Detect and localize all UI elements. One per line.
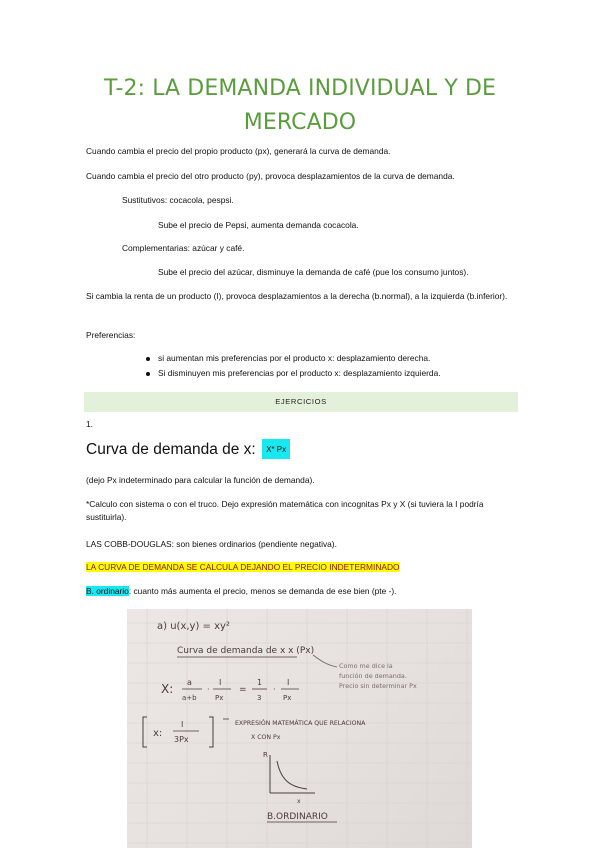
- cyan-highlight: X* Px: [262, 439, 290, 459]
- bullet-item-decrease: Si disminuyen mis preferencias por el producto x: desplazamiento izquierda.: [158, 368, 441, 378]
- hw-frac2-bot: Px: [215, 694, 224, 702]
- bullet-dot: [146, 357, 150, 361]
- hw-axis-y: R: [263, 751, 268, 759]
- exercises-header: EJERCICIOS: [84, 392, 518, 412]
- hw-demand-curve: [277, 761, 307, 789]
- paragraph-other-price: Cuando cambia el precio del otro producto (py), provoca desplazamientos de la curva de demanda.: [86, 171, 455, 181]
- hw-utility: a) u(x,y) = xy²: [157, 621, 230, 632]
- hw-frac4-bot: Px: [283, 694, 292, 702]
- hw-dot: ·: [207, 685, 210, 694]
- paragraph-substitutes-example: Sube el precio de Pepsi, aumenta demanda cocacola.: [158, 220, 359, 230]
- hw-frac4-top: I: [287, 678, 290, 687]
- paragraph-complements: Complementarias: azúcar y café.: [122, 243, 245, 253]
- hw-caption: B.ORDINARIO: [267, 812, 328, 822]
- hw-eq-x: X:: [161, 682, 174, 696]
- hw-bracket-left: [143, 717, 147, 747]
- hw-box-top: I: [181, 720, 184, 729]
- hw-note-2: función de demanda.: [339, 672, 407, 680]
- page-title: [60, 72, 540, 140]
- hw-dot: ·: [273, 685, 276, 694]
- term-definition: : cuanto más aumenta el precio, menos se demanda de ese bien (pte -).: [128, 586, 397, 596]
- hw-frac3-bot: 3: [257, 694, 262, 702]
- paragraph-substitutes: Sustitutivos: cocacola, pespsi.: [122, 195, 234, 205]
- hw-box-note-1: EXPRESIÓN MATEMÁTICA QUE RELACIONA: [235, 720, 366, 727]
- hw-axis-x: x: [297, 798, 301, 805]
- paragraph-own-price: Cuando cambia el precio del propio producto (px), generará la curva de demanda.: [86, 146, 391, 156]
- paragraph-preferences: Preferencias:: [86, 330, 136, 340]
- yellow-highlight: LA CURVA DE DEMANDA SE CALCULA DEJANDO EL PRECIO INDETERMINADO: [86, 562, 400, 572]
- bullet-item-increase: si aumentan mis preferencias por el producto x: desplazamiento derecha.: [158, 353, 431, 363]
- note-indeterminate: (dejo Px indeterminado para calcular la función de demanda).: [86, 475, 315, 485]
- note-ordinary-good: [86, 585, 397, 598]
- hw-box-x: x:: [153, 728, 163, 739]
- term-highlight: B. ordinario: [86, 586, 129, 596]
- hw-note-3: Precio sin determinar Px: [339, 682, 417, 690]
- heading-text: Curva de demanda de x:: [86, 441, 256, 458]
- bullet-dot: [146, 372, 150, 376]
- note-method: *Calculo con sistema o con el truco. Dejo expresión matemática con incognitas Px y X (si tuviera la I podría sustituirla).: [86, 499, 484, 522]
- hw-frac2-top: I: [219, 678, 222, 687]
- hw-arrow: [313, 655, 337, 667]
- hw-box-note-2: X CON Px: [251, 734, 281, 741]
- note-cobb-douglas: LAS COBB-DOUGLAS: son bienes ordinarios (pendiente negativa).: [86, 539, 337, 549]
- hw-box-bot: 3Px: [174, 735, 189, 744]
- hw-frac3-top: 1: [257, 678, 263, 687]
- hw-equals: =: [239, 685, 247, 695]
- hw-note-1: Como me dice la: [339, 662, 393, 670]
- note-demand-curve: [86, 561, 400, 574]
- section-heading: [86, 441, 290, 459]
- paragraph-income: Si cambia la renta de un producto (I), provoca desplazamientos a la derecha (b.normal), a la izquierda (b.inferior).: [86, 291, 508, 301]
- handwritten-notes-photo: [127, 609, 472, 848]
- hw-demand-title: Curva de demanda de x x (Px): [177, 646, 315, 656]
- hw-frac1-top: a: [187, 678, 192, 687]
- title-line-2: MERCADO: [243, 110, 357, 135]
- paragraph-complements-example: Sube el precio del azúcar, disminuye la demanda de café (pue los consumo juntos).: [158, 267, 469, 277]
- hw-frac1-bot: a+b: [182, 694, 197, 702]
- hw-bracket-right: [209, 717, 213, 747]
- exercise-number: 1.: [86, 419, 93, 429]
- handwriting-drawing: [127, 609, 472, 848]
- title-line-1: T-2: LA DEMANDA INDIVIDUAL Y DE: [103, 76, 497, 101]
